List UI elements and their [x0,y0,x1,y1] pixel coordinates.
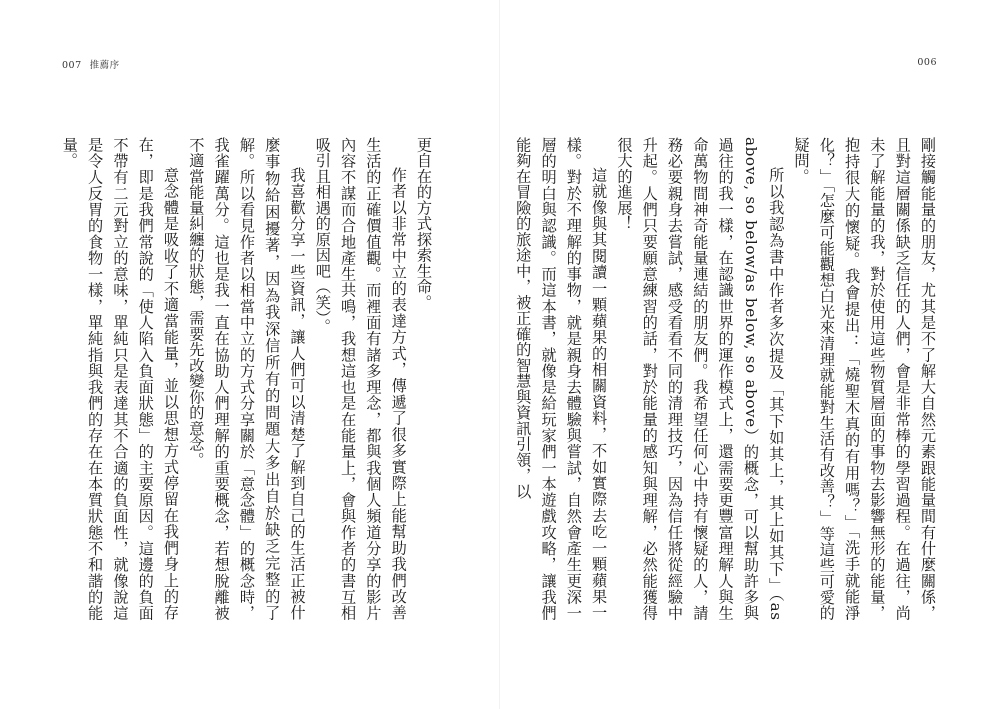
left-paragraph-4: 意念體是吸收了不適當能量，並以思想方式停留在我們身上的存在，即是我們常說的「使人陷入負面狀態」的主要原因。這邊的負面不帶有二元對立的意味，單純只是表達其不合適的負面性，就像說這是令人反胃的食物一樣，單純指與我們的存在在本質狀態不和諧的能量。 [60,137,181,621]
right-paragraph-1: 剛接觸能量的朋友，尤其是不了解大自然元素跟能量間有什麼關係，且對這層關係缺乏信任的人們，會是非常棒的學習過程。在過往，尚未了解能量的我，對於使用這些物質層面的事物去影響無形的能量，抱持很大的懷疑。我會提出：「燒聖木真的有用嗎？」「洗手就能淨化？」「怎麼可能觀想白光來清理就能對生活有改善？」等這些可愛的疑問。 [792,137,937,621]
right-folio [917,57,937,68]
right-page [500,0,999,709]
right-paragraph-3: 這就像與其閱讀一顆蘋果的相關資料，不如實際去吃一顆蘋果一樣。對於不理解的事物，就是親身去體驗與嘗試，自然會產生更深一層的明白與認識。而這本書，就像是給玩家們一本遊戲攻略，讓我們能夠在冒險的旅途中，被正確的智慧與資訊引領，以 [514,137,609,621]
left-folio [62,57,120,71]
right-paragraph-2: 所以我認為書中作者多次提及「其下如其上，其上如其下」（as above, so below/as below, so above）的概念，可以幫助許多與過往的我一樣，在認識世界的運作模式上，還需要更豐富理解人與生命萬物間神奇能量連結的朋友們。我希望任何心中持有懷疑的人，請務必要親身去嘗試，感受看看不同的清理技巧，因為信任將從經驗中升起。人們只要願意練習的話，對於能量的感知與理解，必然能獲得很大的進展！ [615,137,786,621]
left-running-title: 推薦序 [89,60,120,71]
left-paragraph-3: 我喜歡分享一些資訊，讓人們可以清楚了解到自己的生活正被什麼事物給困擾著，因為我深信所有的問題大多出自於缺乏完整的了解。所以看見作者以相當中立的方式分享關於「意念體」的概念時，我雀躍萬分。這也是我一直在協助人們理解的重要概念，若想脫離被不適當能量糾纏的狀態，需要先改變你的意念。 [187,137,307,621]
right-page-number: 006 [917,57,937,68]
left-paragraph-2: 作者以非常中立的表達方式，傳遞了很多實際上能幫助我們改善生活的正確價值觀。而裡面有諸多理念，都與我個人頻道分享的影片內容不謀而合地產生共鳴，我想這也是在能量上，會與作者的書互相吸引且相遇的原因吧（笑）。 [313,137,408,621]
left-page-body [60,137,436,621]
right-page-body [514,137,940,621]
left-page-number: 007 [62,60,82,71]
left-page [0,0,499,709]
left-paragraph-1: 更自在的方式探索生命。 [415,137,433,311]
